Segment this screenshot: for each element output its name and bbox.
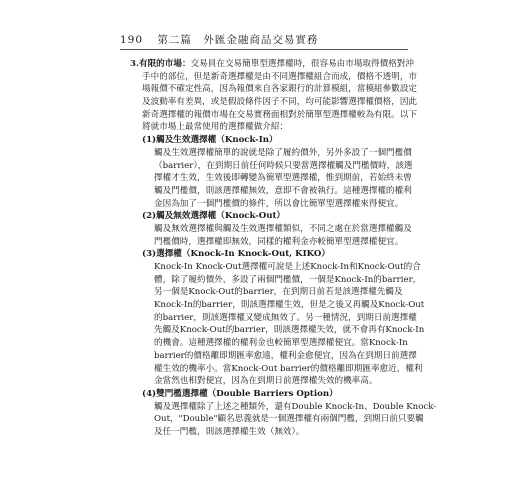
paragraph-line: 金因為加了一個門檻價的條件，所以會比簡單型選擇權來得便宜。 (154, 198, 404, 209)
paragraph-line: 觸及選擇權除了上述之種類外，還有Double Knock-In、Double Knock- (154, 401, 437, 412)
item-2-heading: (2)觸及無效選擇權（Knock-Out） (142, 211, 286, 222)
page-header (120, 32, 318, 47)
section-3-title: 有限的市場： (138, 59, 191, 69)
paragraph-line: Out，"Double"顧名思義就是一個選擇權有兩個門檻，到期日前只要觸 (154, 414, 424, 425)
paragraph-line: 擇權才生效，生效後即轉變為簡單型選擇權，惟到期前，若始終未曾 (154, 173, 412, 184)
item-3-heading: (3)選擇權（Knock-In Knock-Out, KIKO） (142, 249, 330, 260)
section-3-number: 3. (130, 59, 139, 69)
item-4-heading: (4)雙門檻選擇權（Double Barriers Option） (142, 388, 338, 399)
paragraph-line: 觸及生效選擇權簡單的說就是除了履約價外，另外多設了一個門檻價 (154, 147, 412, 158)
paragraph-line: （barrier），在到期日前任何時候只要當選擇權觸及門檻價時，該選 (154, 160, 413, 171)
paragraph-line: 場報價不確定性高，因為報價來自各家銀行的計算模組，當模組參數設定 (142, 84, 418, 95)
paragraph-line: 的barrier，則該選擇權又變成無效了。另一種情況，到期日前選擇權 (154, 312, 417, 323)
paragraph-line: barrier的價格離即期匯率愈遠，權利金愈便宜，因為在到期日前選擇 (154, 350, 417, 361)
item-1-heading: (1)觸及生效選擇權（Knock-In） (142, 135, 278, 146)
paragraph-line: 及任一門檻，則該選擇權生效（無效）。 (154, 426, 305, 437)
paragraph-line: 新奇選擇權的報價市場在交易實務面相對於簡單型選擇權較為有限。以下 (142, 109, 418, 120)
page-number: 190 (120, 34, 144, 46)
paragraph-line: 權生效的機率小。當Knock-Out barrier的價格離即期匯率愈近，權利 (154, 363, 423, 374)
paragraph-line: 將就市場上最常使用的選擇權做介紹： (142, 122, 289, 133)
paragraph-line: 體，除了履約價外，多設了兩個門檻價，一個是Knock-In的barrier， (154, 274, 422, 285)
paragraph-line: 先觸及Knock-Out的barrier，則該選擇權失效，就不會再有Knock-In (154, 325, 425, 336)
paragraph-line: 觸及無效選擇權與觸及生效選擇權類似，不同之處在於當選擇權觸及 (154, 223, 412, 234)
section-3-line-1 (130, 58, 415, 71)
paragraph-line: 金當然也相對便宜，因為在到期日前選擇權失效的機率高。 (154, 376, 378, 387)
paragraph-line: 另一個是Knock-Out的barrier，在到期日前若是該選擇權先觸及 (154, 287, 403, 298)
paragraph-line: 及波動率有差異，或是假設條件因子不同，均可能影響選擇權價格，因此 (142, 97, 418, 108)
paragraph-line: 觸及門檻價，則該選擇權無效，意即不會被執行。這種選擇權的權利 (154, 185, 412, 196)
paragraph-line: 門檻價時，選擇權即無效，同樣的權利金亦較簡單型選擇權便宜。 (154, 236, 404, 247)
paragraph-line: Knock-In的barrier，則該選擇權生效，但是之後又再觸及Knock-Out (154, 300, 425, 311)
section-title: 第二篇 外匯金融商品交易實務 (157, 34, 319, 46)
page-body (130, 58, 437, 439)
paragraph-line: 的機會。這種選擇權的權利金也較簡單型選擇權便宜。當Knock-In (154, 338, 408, 349)
paragraph-line: Knock-In Knock-Out選擇權可說是上述Knock-In和Knock-Out的合 (154, 262, 421, 272)
header-rule (120, 49, 408, 50)
paragraph-line: 手中的部位，但是新奇選擇權是由不同選擇權組合而成，價格不透明，市 (142, 71, 418, 82)
section-3-text: 交易員在交易簡單型選擇權時，很容易由市場取得價格對沖 (190, 59, 415, 69)
